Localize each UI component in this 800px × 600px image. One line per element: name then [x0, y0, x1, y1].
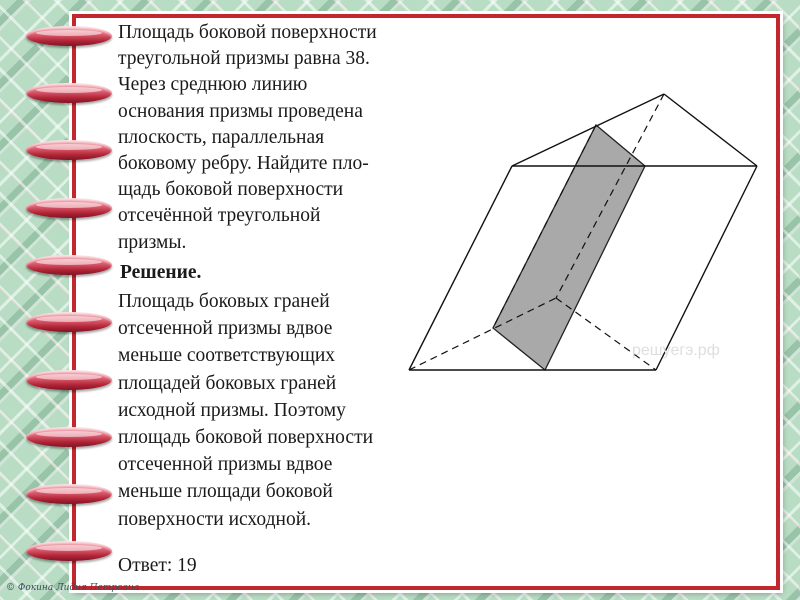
problem-line: призмы.	[118, 231, 187, 253]
binder-ring	[26, 198, 112, 218]
binder-ring	[26, 140, 112, 160]
answer-text: Ответ: 19	[118, 555, 197, 576]
solution-line: отсеченной призмы вдвое	[118, 318, 333, 340]
binder-ring	[26, 83, 112, 103]
solution-line: поверхности исходной.	[118, 508, 312, 530]
binder-rings	[26, 26, 116, 571]
binder-ring	[26, 541, 112, 561]
problem-line: плоскость, параллельная	[118, 126, 325, 148]
problem-line: основания призмы проведена	[118, 100, 363, 122]
problem-line: треугольной призмы равна 38.	[118, 48, 370, 70]
prism-edge	[409, 166, 512, 370]
solution-line: меньше площади боковой	[118, 481, 333, 503]
solution-line: Площадь боковых граней	[118, 291, 330, 312]
binder-ring	[26, 26, 112, 46]
binder-ring	[26, 312, 112, 332]
cut-section-plane	[493, 125, 645, 370]
binder-ring	[26, 427, 112, 447]
problem-line: Площадь боковой поверхности	[118, 22, 377, 43]
prism-figure	[400, 85, 760, 380]
problem-text	[118, 20, 418, 256]
binder-ring	[26, 484, 112, 504]
prism-edge	[664, 94, 757, 166]
solution-text	[118, 288, 418, 533]
solution-title: Решение.	[120, 262, 202, 283]
watermark: решуегэ.рф	[632, 342, 720, 359]
author-credit: © Фокина Лидия Петровна	[6, 583, 140, 593]
problem-line: щадь боковой поверхности	[118, 179, 344, 201]
solution-line: отсеченной призмы вдвое	[118, 454, 333, 476]
problem-line: Через среднюю линию	[118, 74, 308, 96]
solution-line: площадей боковых граней	[118, 372, 337, 394]
problem-line: отсечённой треугольной	[118, 205, 321, 227]
binder-ring	[26, 255, 112, 275]
problem-line: боковому ребру. Найдите пло-	[118, 153, 369, 175]
solution-line: исходной призмы. Поэтому	[118, 399, 346, 421]
binder-ring	[26, 370, 112, 390]
prism-edge	[656, 166, 757, 370]
solution-line: площадь боковой поверхности	[118, 427, 374, 449]
solution-line: меньше соответствующих	[118, 345, 336, 367]
